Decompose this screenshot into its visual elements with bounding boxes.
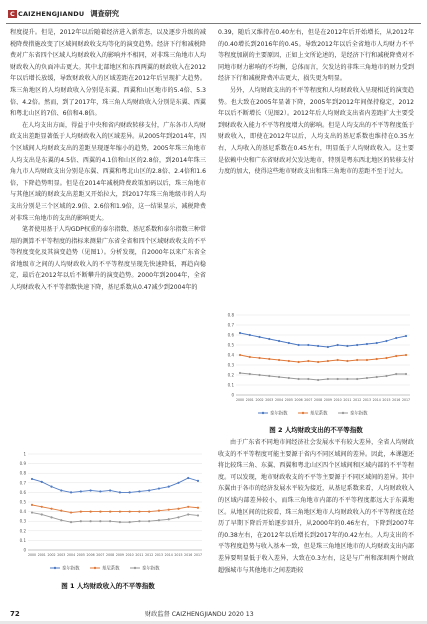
- data-point: [60, 510, 62, 512]
- data-point: [187, 477, 189, 479]
- x-tick-label: 2015: [174, 553, 183, 557]
- right-column-top: [218, 27, 414, 306]
- y-tick-label: 0.5: [227, 342, 234, 348]
- legend-marker: [342, 412, 344, 414]
- x-tick-label: 2007: [304, 398, 313, 402]
- data-point: [258, 336, 260, 338]
- data-point: [187, 506, 189, 508]
- data-point: [50, 508, 52, 510]
- figure-2-caption: 图 2 人均财政支出的不平等指数: [269, 426, 363, 434]
- y-tick-label: 0.8: [19, 470, 26, 476]
- y-tick-label: 1: [23, 451, 26, 457]
- data-point: [307, 360, 309, 362]
- legend-label: 泰尔指数: [350, 411, 368, 417]
- data-point: [278, 376, 280, 378]
- x-tick-label: 2005: [76, 553, 85, 557]
- data-point: [346, 378, 348, 380]
- figure-1-caption: 图 1 人均财政收入的不平等指数: [61, 582, 155, 590]
- data-point: [327, 378, 329, 380]
- x-tick-label: 2003: [265, 398, 274, 402]
- data-point: [177, 516, 179, 518]
- data-point: [31, 504, 33, 506]
- page-number: 72: [10, 610, 20, 618]
- legend-label: 泰尔指数: [142, 566, 160, 572]
- data-point: [258, 357, 260, 359]
- data-point: [168, 486, 170, 488]
- y-tick-label: 0.9: [19, 461, 26, 467]
- figure-1-chart: [10, 448, 206, 576]
- y-tick-label: 0.6: [19, 489, 26, 495]
- data-point: [395, 355, 397, 357]
- data-point: [99, 490, 101, 492]
- y-tick-label: 0.4: [19, 509, 26, 515]
- data-point: [197, 507, 199, 509]
- data-point: [317, 361, 319, 363]
- data-point: [268, 338, 270, 340]
- data-point: [89, 520, 91, 522]
- data-point: [119, 511, 121, 513]
- y-tick-label: 0.8: [227, 312, 234, 318]
- series-line: [240, 355, 406, 362]
- data-point: [168, 509, 170, 511]
- data-point: [337, 344, 339, 346]
- section-title: 调查研究: [90, 9, 120, 18]
- data-point: [288, 377, 290, 379]
- legend-marker: [134, 567, 136, 569]
- data-point: [307, 378, 309, 380]
- x-tick-label: 2006: [294, 398, 303, 402]
- paragraph: 另外，人均财政支出的不平等程度和人均财政收入呈现相近的演变趋势。也大致在2005年显著下降，2005年到2012年间保持稳定，2012年以后不断增长（见图2）。2012年后人均财政支出省内差距扩大主要受到财政收入能力不平等程度增大的影响。但是人均支出的不平等程度低于财政收入，即使在2012年以后，人均支出的基尼系数也维持在0.35左右，人均收入的基尼系数在0.45左右，明显低于人均财政收入。这主要是依赖中央和广东省财政对欠发达地市，特别是粤东西北地区的转移支付力度的加大，使得这些地市财政支出和珠三角地市的差距不至于过大。: [218, 86, 414, 176]
- data-point: [249, 334, 251, 336]
- data-point: [148, 511, 150, 513]
- data-point: [109, 511, 111, 513]
- y-tick-label: 0.3: [19, 518, 26, 524]
- data-point: [385, 340, 387, 342]
- data-point: [288, 342, 290, 344]
- data-point: [278, 340, 280, 342]
- x-tick-label: 2002: [255, 398, 264, 402]
- x-tick-label: 2016: [184, 553, 193, 557]
- y-tick-label: 0: [23, 547, 26, 553]
- data-point: [249, 373, 251, 375]
- x-tick-label: 2007: [96, 553, 105, 557]
- data-point: [148, 520, 150, 522]
- x-tick-label: 2015: [382, 398, 391, 402]
- legend-label: 基尼系数: [102, 566, 120, 572]
- data-point: [366, 377, 368, 379]
- data-point: [99, 511, 101, 513]
- x-tick-label: 2013: [362, 398, 372, 402]
- y-tick-label: 0.5: [19, 499, 26, 505]
- data-point: [60, 489, 62, 491]
- x-tick-label: 2014: [164, 553, 173, 557]
- y-tick-label: 0.3: [227, 362, 234, 368]
- data-point: [366, 343, 368, 345]
- data-point: [239, 332, 241, 334]
- x-tick-label: 2001: [37, 553, 46, 557]
- data-point: [31, 478, 33, 480]
- y-tick-label: 0: [231, 392, 234, 398]
- data-point: [395, 337, 397, 339]
- series-line: [32, 478, 198, 492]
- data-point: [158, 487, 160, 489]
- data-point: [288, 360, 290, 362]
- data-point: [268, 358, 270, 360]
- x-tick-label: 2003: [57, 553, 66, 557]
- data-point: [327, 346, 329, 348]
- data-point: [317, 379, 319, 381]
- data-point: [148, 489, 150, 491]
- x-tick-label: 2017: [193, 553, 203, 557]
- data-point: [346, 345, 348, 347]
- data-point: [109, 489, 111, 491]
- x-tick-label: 2012: [145, 553, 154, 557]
- x-tick-label: 2009: [115, 553, 124, 557]
- data-point: [138, 520, 140, 522]
- x-tick-label: 2008: [314, 398, 323, 402]
- series-line: [240, 373, 406, 380]
- left-column: [10, 27, 206, 444]
- data-point: [356, 378, 358, 380]
- data-point: [41, 481, 43, 483]
- data-point: [405, 373, 407, 375]
- figure-1: [10, 448, 206, 576]
- x-tick-label: 2013: [154, 553, 164, 557]
- data-point: [119, 491, 121, 493]
- legend-marker: [94, 567, 96, 569]
- x-tick-label: 2016: [392, 398, 401, 402]
- x-tick-label: 2010: [125, 553, 134, 557]
- x-tick-label: 2005: [284, 398, 293, 402]
- data-point: [50, 486, 52, 488]
- y-tick-label: 0.2: [19, 528, 26, 534]
- legend-label: 泰尔指数: [62, 566, 80, 572]
- x-tick-label: 2008: [106, 553, 115, 557]
- x-tick-label: 2004: [66, 553, 76, 557]
- data-point: [297, 344, 299, 346]
- data-point: [99, 520, 101, 522]
- data-point: [138, 490, 140, 492]
- x-tick-label: 2009: [323, 398, 332, 402]
- data-point: [395, 373, 397, 375]
- data-point: [80, 520, 82, 522]
- paragraph: 在人均支出方面，得益于中央和省内财政转移支付，广东各市人均财政支出差距显著低于人均财政收入的区域差异。从2005年到2014年，四个区域间人均财政支出的差距呈现逐年缩小的趋势，2005年珠三角地市人均支出是东翼的4.5倍、西翼的4.1倍和山区的2.8倍，到2014年珠三角九市人均财政支出分别是东翼、西翼和粤北山区的2.8倍、2.4倍和1.6倍，下降趋势明显。但是在2014年减税降费政策加码以后，珠三角地市与其他区域的财政支出差距又开始拉大，到2017年珠三角地级市的人均支出分别是三个区域的2.9倍、2.6倍和1.9倍，这一结果显示，减税降费对非珠三角地市的支出的影响更大。: [10, 121, 206, 222]
- y-tick-label: 0.2: [227, 372, 234, 378]
- data-point: [138, 511, 140, 513]
- data-point: [405, 335, 407, 337]
- data-point: [385, 375, 387, 377]
- data-point: [168, 518, 170, 520]
- y-tick-label: 0.4: [227, 352, 234, 358]
- x-tick-label: 2017: [401, 398, 411, 402]
- data-point: [119, 521, 121, 523]
- data-point: [158, 510, 160, 512]
- data-point: [297, 378, 299, 380]
- data-point: [177, 508, 179, 510]
- data-point: [376, 342, 378, 344]
- paragraph: 由于广东省不同地市间经济社会发展水平有较大差异，全省人均财政收支的不平等程度可能主要源于省内不同区域间的差异。因此，本课题还将比较珠三角、东翼、西翼和粤北山区四个区域间和区域内部的不平等程度。可以发现，地市财政收支的不平等主要源于不同区域间的差异。其中东翼由于各市的经济发展水平较为接近，从基尼系数来看，人均财政收入的区域内部差异较小，而珠三角地市内部的不平等程度都远大于东翼地区。从地区间的比较看，珠三角地区地市人均财政收入的不平等程度在经历了早期下降后开始逐步回升，从2000年的0.46左右，下降到2007年的0.38左右，在2012年以后增长到2017年的0.42左右。人均支出的不平等程度趋势与收入基本一致，但是珠三角地区地市的人均财政支出内部差异要明显低于收入差异，大致在0.3左右，这是与广州和深圳两个财政超强城市与其他地市之间差距较: [218, 439, 414, 574]
- data-point: [337, 378, 339, 380]
- legend-marker: [302, 412, 304, 414]
- data-point: [356, 344, 358, 346]
- data-point: [297, 361, 299, 363]
- data-point: [41, 513, 43, 515]
- y-tick-label: 0.7: [19, 480, 26, 486]
- x-tick-label: 2000: [235, 398, 245, 402]
- data-point: [80, 511, 82, 513]
- data-point: [129, 491, 131, 493]
- data-point: [89, 511, 91, 513]
- legend-label: 泰尔指数: [270, 411, 288, 417]
- x-tick-label: 2002: [47, 553, 56, 557]
- data-point: [278, 359, 280, 361]
- data-point: [197, 514, 199, 516]
- data-point: [258, 374, 260, 376]
- data-point: [50, 516, 52, 518]
- data-point: [317, 345, 319, 347]
- legend-marker: [54, 567, 56, 569]
- paragraph: 0.39，随后又维持在0.40左右，但是在2012年后开始增长，从2012年的0.40增长到2016年的0.45。导致2012年以后全省地市人均财力不平等程度加剧的主要原因，正如上文所论述的，是经济下行和减税降费对不同地市财力影响的不均衡，总体而言，欠发达的非珠三角地市的财力受到经济下行和减税降费冲击更大，损失更为明显。: [218, 29, 414, 83]
- x-tick-label: 2011: [343, 398, 352, 402]
- data-point: [129, 521, 131, 523]
- x-tick-label: 2006: [86, 553, 95, 557]
- data-point: [129, 511, 131, 513]
- data-point: [356, 359, 358, 361]
- x-tick-label: 2012: [353, 398, 362, 402]
- data-point: [346, 360, 348, 362]
- data-point: [70, 491, 72, 493]
- data-point: [80, 490, 82, 492]
- series-line: [32, 513, 198, 523]
- data-point: [376, 358, 378, 360]
- data-point: [239, 372, 241, 374]
- data-point: [187, 513, 189, 515]
- data-point: [239, 354, 241, 356]
- data-point: [70, 511, 72, 513]
- data-point: [89, 489, 91, 491]
- data-point: [31, 511, 33, 513]
- data-point: [405, 354, 407, 356]
- data-point: [376, 376, 378, 378]
- legend-marker: [262, 412, 264, 414]
- right-column-bottom: [218, 437, 414, 600]
- data-point: [366, 359, 368, 361]
- data-point: [337, 359, 339, 361]
- legend-label: 基尼系数: [310, 411, 328, 417]
- data-point: [327, 360, 329, 362]
- header-rule: [6, 23, 421, 24]
- page-footer: [0, 602, 427, 624]
- data-point: [385, 357, 387, 359]
- data-point: [307, 344, 309, 346]
- figure-2-chart: [218, 309, 414, 421]
- journal-footer: 财政监督 CAIZHENGJIANDU 2020 13: [145, 611, 254, 618]
- data-point: [60, 519, 62, 521]
- data-point: [177, 482, 179, 484]
- paragraph: 笔者使用基于人均GDP权重的泰尔指数、基尼系数和泰尔指数三种常用的测算不平等程度的指标来测量广东省全省和四个区域财政收支的不平等程度变化及其演变趋势（见图1）。分析发现，自2000年以来广东省全省地级市之间的人均财政收入的不平等程度呈现先快速降低，再趋向稳定，最后在2012年以后不断攀升的演变趋势。2000年到2004年，全省人均财政收入不平等指数快速下降，基尼系数从0.47减少到2004年的: [10, 226, 206, 292]
- data-point: [268, 375, 270, 377]
- y-tick-label: 0.1: [19, 537, 26, 543]
- page-header: [8, 8, 119, 20]
- x-tick-label: 2011: [135, 553, 144, 557]
- x-tick-label: 2014: [372, 398, 381, 402]
- data-point: [158, 519, 160, 521]
- y-tick-label: 0.6: [227, 332, 234, 338]
- x-tick-label: 2001: [245, 398, 254, 402]
- data-point: [70, 521, 72, 523]
- x-tick-label: 2010: [333, 398, 342, 402]
- data-point: [249, 356, 251, 358]
- figure-2: [218, 309, 414, 421]
- x-tick-label: 2000: [27, 553, 37, 557]
- y-tick-label: 0.1: [227, 382, 234, 388]
- y-tick-label: 0.7: [227, 322, 234, 328]
- x-tick-label: 2004: [274, 398, 284, 402]
- data-point: [109, 520, 111, 522]
- journal-logo: C CAIZHENGJIANDU: [10, 10, 85, 18]
- paragraph: 程度提升。但是，2012年以后随着经济进入新常态，以及逐步升级的减税降费措施改变了区域间财政收支均等化的演变趋势。经济下行和减税降费对广东省四个区域人均财政收入的影响并不相同，对非珠三角地市人均财政收入的负面冲击更大。其中北部地区和东西两翼的财政收入在2012年以后增长放缓，导致财政收入的区域差距在2012年后呈现扩大趋势。珠三角地区的人均财政收入分别是东翼、西翼和山区地市的5.4倍、5.3倍、4.2倍。然而，到了2017年，珠三角人均财政收入分别是东翼、西翼和粤北山区的7倍、6倍和4.8倍。: [10, 29, 206, 118]
- data-point: [41, 506, 43, 508]
- data-point: [197, 480, 199, 482]
